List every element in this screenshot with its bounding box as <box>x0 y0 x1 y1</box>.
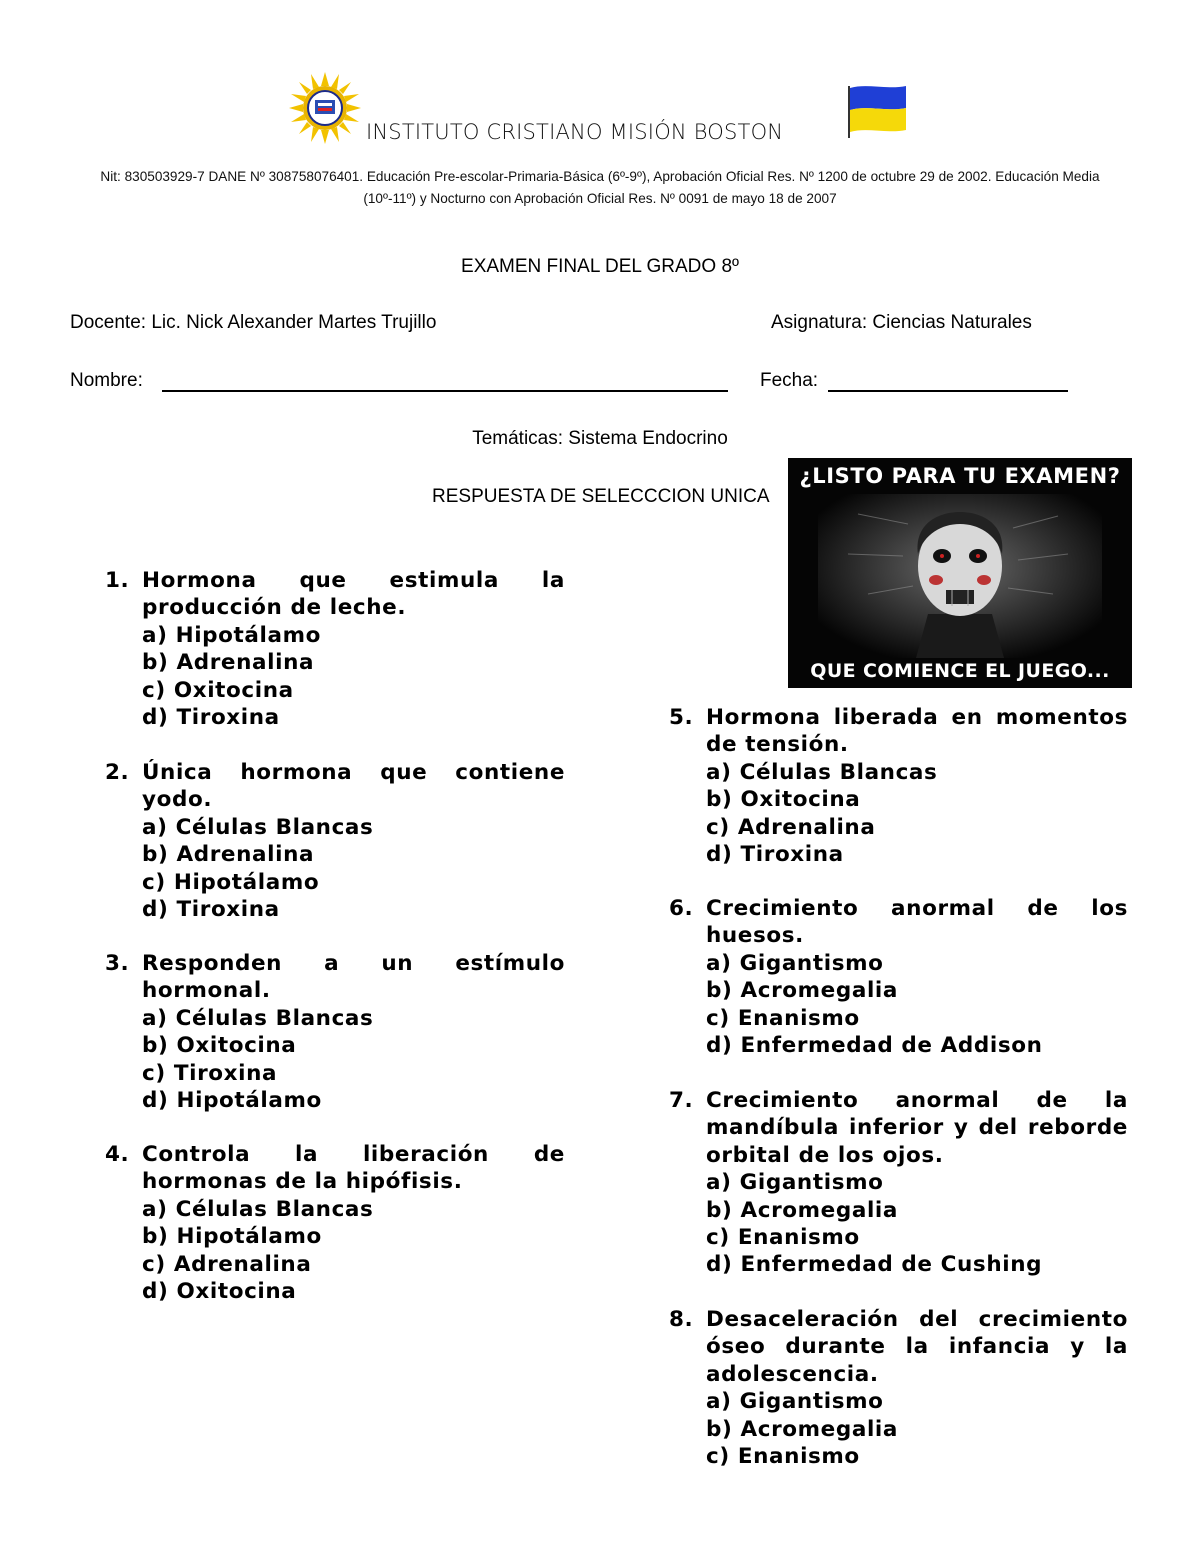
topics-label: Temáticas: Sistema Endocrino <box>472 428 728 449</box>
answer-option[interactable]: a) Gigantismo <box>706 1170 884 1196</box>
teacher-label: Docente: Lic. Nick Alexander Martes Trujillo <box>70 312 437 333</box>
answer-option[interactable]: a) Gigantismo <box>706 1389 884 1415</box>
question-3 <box>105 950 565 1114</box>
question-7 <box>669 1087 1128 1279</box>
question-number: 2. <box>105 760 130 785</box>
answer-option[interactable]: d) Enfermedad de Cushing <box>706 1252 1043 1278</box>
answer-option[interactable]: a) Células Blancas <box>142 1196 374 1222</box>
answer-option[interactable]: c) Tiroxina <box>142 1060 278 1086</box>
question-2 <box>105 759 565 923</box>
question-number: 5. <box>669 705 694 730</box>
question-stem: Hormona que estimula la producción de leche. <box>142 568 565 621</box>
question-6 <box>669 895 1128 1059</box>
answer-option[interactable]: b) Acromegalia <box>706 1416 898 1442</box>
answer-option[interactable]: b) Adrenalina <box>142 650 315 676</box>
exam-meme-image <box>788 458 1132 688</box>
answer-option[interactable]: c) Enanismo <box>706 1005 860 1031</box>
answer-option[interactable]: c) Hipotálamo <box>142 869 320 895</box>
date-blank-line[interactable] <box>828 390 1068 392</box>
answer-option[interactable]: a) Gigantismo <box>706 950 884 976</box>
name-blank-line[interactable] <box>162 390 728 392</box>
legal-line: (10º-11º) y Nocturno con Aprobación Oficial Res. Nº 0091 de mayo 18 de 2007 <box>363 191 837 206</box>
question-number: 7. <box>669 1088 694 1113</box>
answer-option[interactable]: b) Acromegalia <box>706 1197 898 1223</box>
puppet-face-illustration <box>818 494 1102 658</box>
answer-option[interactable]: b) Oxitocina <box>706 787 861 813</box>
question-number: 1. <box>105 568 130 593</box>
question-8 <box>669 1306 1128 1470</box>
exam-title: EXAMEN FINAL DEL GRADO 8º <box>461 256 739 277</box>
question-number: 3. <box>105 951 130 976</box>
answer-option[interactable]: d) Tiroxina <box>142 897 280 923</box>
answer-option[interactable]: c) Adrenalina <box>142 1251 312 1277</box>
answer-option[interactable]: d) Tiroxina <box>142 705 280 731</box>
question-stem: Responden a un estímulo hormonal. <box>142 951 565 1004</box>
question-number: 8. <box>669 1307 694 1332</box>
question-5 <box>669 704 1128 868</box>
answer-option[interactable]: b) Oxitocina <box>142 1033 297 1059</box>
institution-name: INSTITUTO CRISTIANO MISIÓN BOSTON <box>366 120 784 144</box>
question-1 <box>105 567 565 731</box>
meme-top-text: ¿LISTO PARA TU EXAMEN? <box>799 464 1121 488</box>
answer-option[interactable]: c) Enanismo <box>706 1444 860 1470</box>
subject-label: Asignatura: Ciencias Naturales <box>771 312 1032 333</box>
answer-option[interactable]: a) Células Blancas <box>142 1005 374 1031</box>
flag-icon <box>842 80 912 140</box>
answer-option[interactable]: c) Oxitocina <box>142 677 294 703</box>
question-stem: Crecimiento anormal de la mandíbula inferior y del reborde orbital de los ojos. <box>706 1088 1128 1168</box>
question-number: 6. <box>669 896 694 921</box>
question-stem: Desaceleración del crecimiento óseo durante la infancia y la adolescencia. <box>706 1307 1128 1387</box>
legal-info <box>60 166 1140 210</box>
answer-option[interactable]: a) Células Blancas <box>142 814 374 840</box>
answer-option[interactable]: b) Acromegalia <box>706 978 898 1004</box>
answer-option[interactable]: d) Oxitocina <box>142 1279 297 1305</box>
answer-option[interactable]: a) Hipotálamo <box>142 622 321 648</box>
question-stem: Hormona liberada en momentos de tensión. <box>706 705 1128 758</box>
answer-option[interactable]: b) Adrenalina <box>142 842 315 868</box>
school-seal-icon <box>289 72 361 144</box>
question-number: 4. <box>105 1142 130 1167</box>
answer-option[interactable]: c) Adrenalina <box>706 814 876 840</box>
answer-option[interactable]: d) Tiroxina <box>706 842 844 868</box>
answer-option[interactable]: b) Hipotálamo <box>142 1224 322 1250</box>
answer-option[interactable]: d) Enfermedad de Addison <box>706 1033 1043 1059</box>
question-stem: Controla la liberación de hormonas de la hipófisis. <box>142 1142 565 1195</box>
name-label: Nombre: <box>70 370 143 391</box>
meme-bottom-text: QUE COMIENCE EL JUEGO... <box>810 660 1110 682</box>
answer-option[interactable]: c) Enanismo <box>706 1225 860 1251</box>
answer-option[interactable]: d) Hipotálamo <box>142 1088 322 1114</box>
question-stem: Crecimiento anormal de los huesos. <box>706 896 1128 949</box>
answer-option[interactable]: a) Células Blancas <box>706 759 938 785</box>
answer-type-label: RESPUESTA DE SELECCCION UNICA <box>432 486 770 507</box>
date-label: Fecha: <box>760 370 819 391</box>
legal-line: Nit: 830503929-7 DANE Nº 308758076401. Educación Pre-escolar-Primaria-Básica (6º-9º), Aprobación Oficial Res. Nº 1200 de octubre 29 de 2002. Educación Media <box>100 169 1100 184</box>
question-4 <box>105 1141 565 1305</box>
question-stem: Única hormona que contiene yodo. <box>142 760 565 813</box>
